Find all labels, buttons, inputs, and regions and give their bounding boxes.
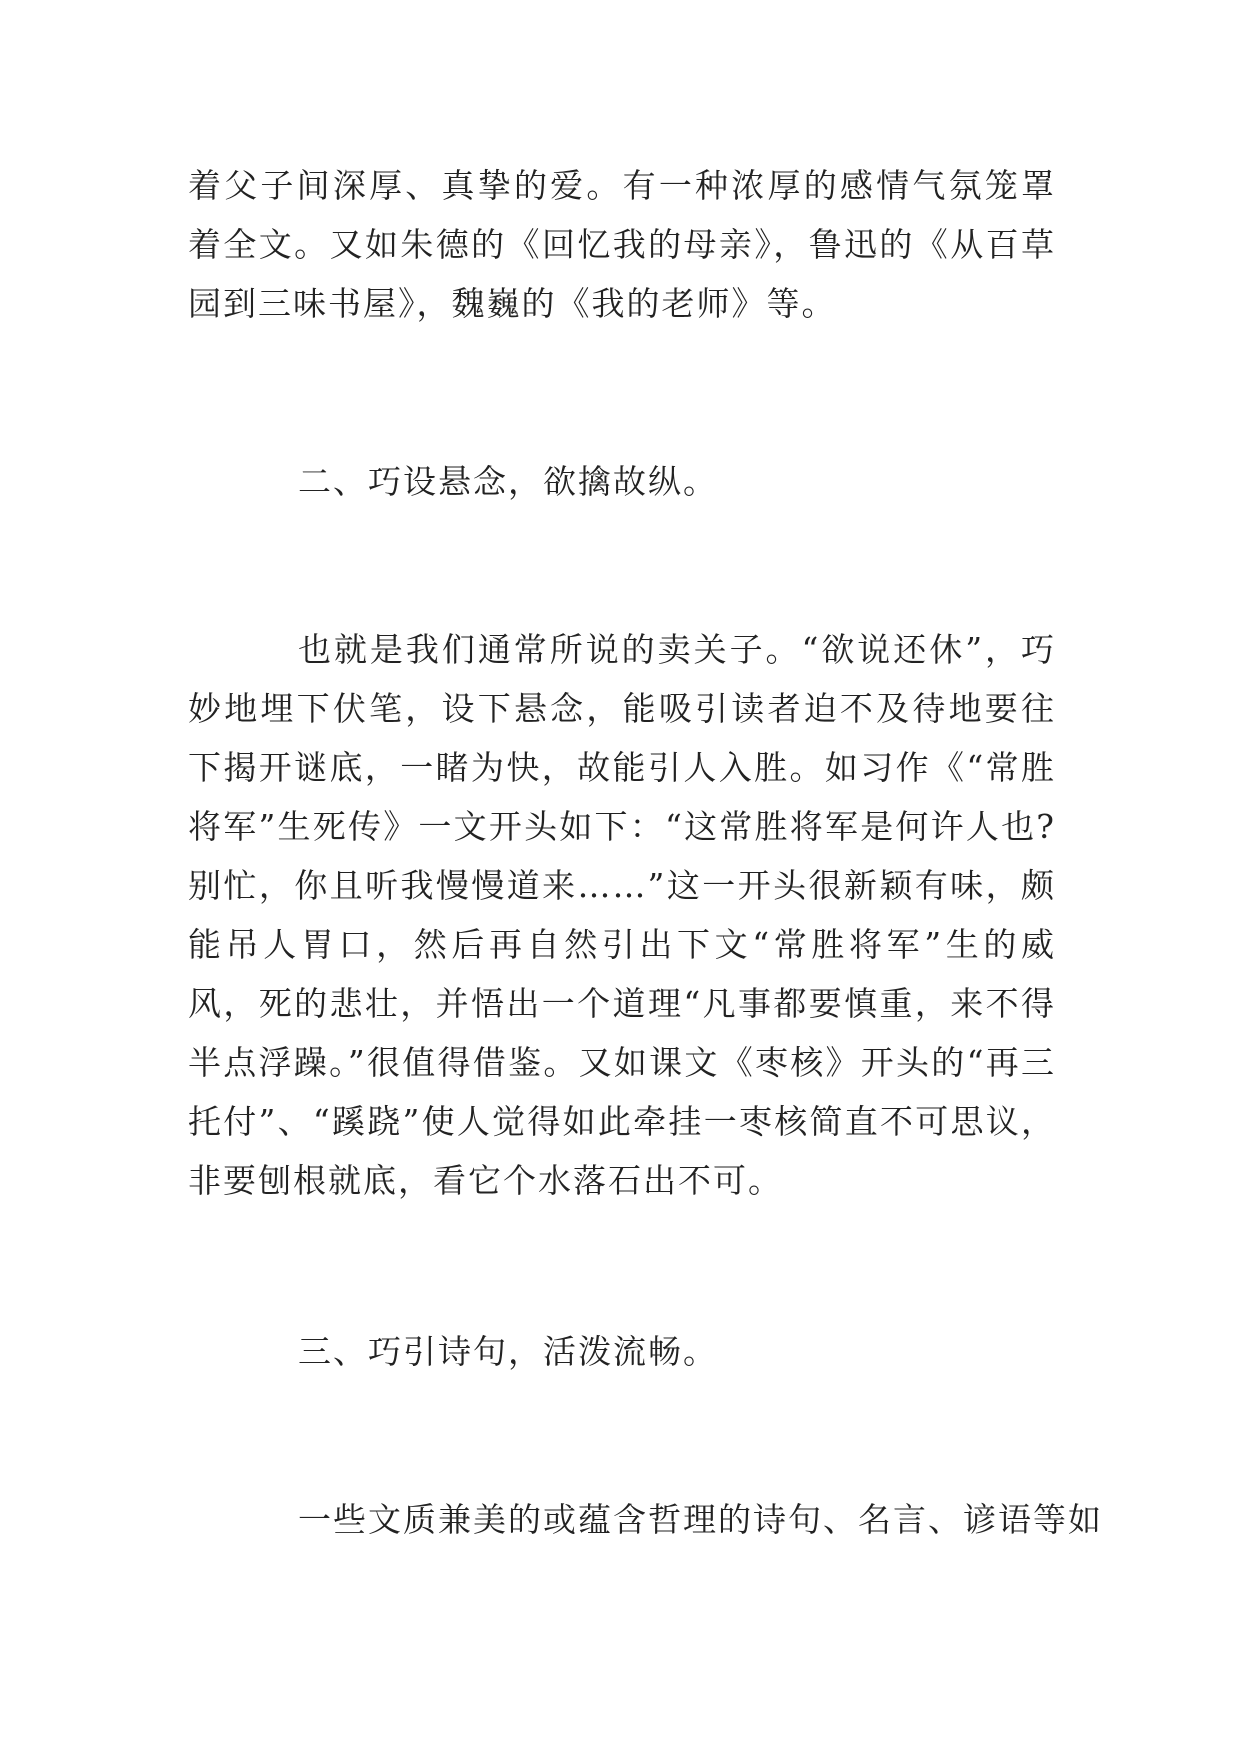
section-heading-3: 三、巧引诗句，活泼流畅。 [298,1332,718,1371]
paragraph-suspense: 也就是我们通常所说的卖关子。“欲说还休”，巧妙地埋下伏笔，设下悬念，能吸引读者迫不及待地要往下揭开谜底，一睹为快，故能引人入胜。如习作《“常胜将军”生死传》一文开头如下：“这常胜将军是何许人也?别忙，你且听我慢慢道来……”这一开头很新颖有味，颇能吊人胃口，然后再自然引出下文“常胜将军”生的威风，死的悲壮，并悟出一个道理“凡事都要慎重，来不得半点浮躁。”很值得借鉴。又如课文《枣核》开头的“再三托付”、“蹊跷”使人觉得如此牵挂一枣核简直不可思议，非要刨根就底，看它个水落石出不可。 [188,630,1056,1200]
paragraph-continuation: 着父子间深厚、真挚的爱。有一种浓厚的感情气氛笼罩着全文。又如朱德的《回忆我的母亲》，鲁迅的《从百草园到三味书屋》，魏巍的《我的老师》等。 [188,166,1056,323]
section-heading-2: 二、巧设悬念，欲擒故纵。 [298,462,718,501]
paragraph-poetry-intro: 一些文质兼美的或蕴含哲理的诗句、名言、谚语等如 [298,1500,1103,1539]
